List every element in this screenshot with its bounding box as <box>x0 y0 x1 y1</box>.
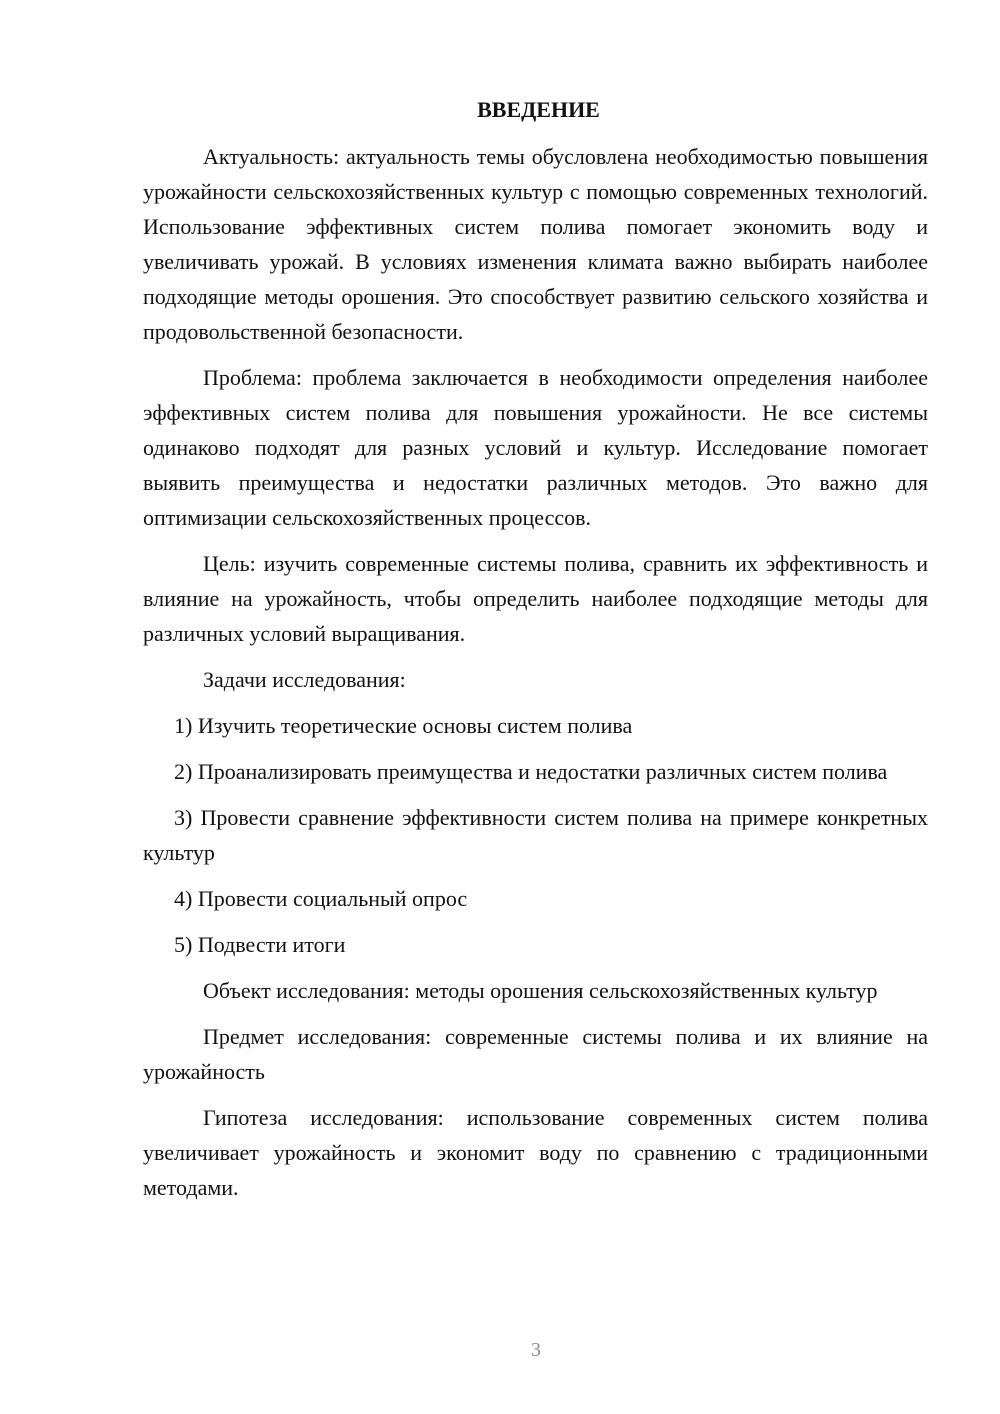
goal-paragraph: Цель: изучить современные системы полива, сравнить их эффективность и влияние на урожайность, чтобы определить наиболее подходящие методы для различных условий выращивания. <box>143 551 928 646</box>
task-text: Подвести итоги <box>197 932 346 957</box>
task-text: Провести социальный опрос <box>197 886 468 911</box>
task-text: Изучить теоретические основы систем полива <box>197 713 633 738</box>
task-number: 1) <box>174 713 193 738</box>
tasks-heading: Задачи исследования: <box>203 667 406 692</box>
task-item <box>143 800 928 870</box>
task-text: Проанализировать преимущества и недостатки различных систем полива <box>197 759 888 784</box>
task-item <box>143 708 928 743</box>
problem-paragraph: Проблема: проблема заключается в необходимости определения наиболее эффективных систем полива для повышения урожайности. Не все системы одинаково подходят для разных условий и культур. Исследование помогает выявить преимущества и недостатки различных методов. Это важно для оптимизации сельскохозяйственных процессов. <box>143 365 928 530</box>
page-number: 3 <box>531 1339 541 1361</box>
task-item <box>143 927 928 962</box>
object-paragraph: Объект исследования: методы орошения сельскохозяйственных культур <box>203 978 878 1003</box>
page-content <box>143 94 928 1205</box>
task-text: Провести сравнение эффективности систем полива на примере конкретных культур <box>143 805 928 865</box>
task-number: 4) <box>174 886 193 911</box>
relevance-paragraph: Актуальность: актуальность темы обусловлена необходимостью повышения урожайности сельскохозяйственных культур с помощью современных технологий. Использование эффективных систем полива помогает экономить воду и увеличивать урожай. В условиях изменения климата важно выбирать наиболее подходящие методы орошения. Это способствует развитию сельского хозяйства и продовольственной безопасности. <box>143 144 928 344</box>
task-number: 3) <box>174 805 193 830</box>
task-item <box>143 881 928 916</box>
task-number: 2) <box>174 759 193 784</box>
hypothesis-paragraph: Гипотеза исследования: использование современных систем полива увеличивает урожайность и экономит воду по сравнению с традиционными методами. <box>143 1105 928 1200</box>
subject-paragraph: Предмет исследования: современные системы полива и их влияние на урожайность <box>143 1024 928 1084</box>
task-number: 5) <box>174 932 193 957</box>
task-item <box>143 754 928 789</box>
page-title: ВВЕДЕНИЕ <box>477 97 600 122</box>
